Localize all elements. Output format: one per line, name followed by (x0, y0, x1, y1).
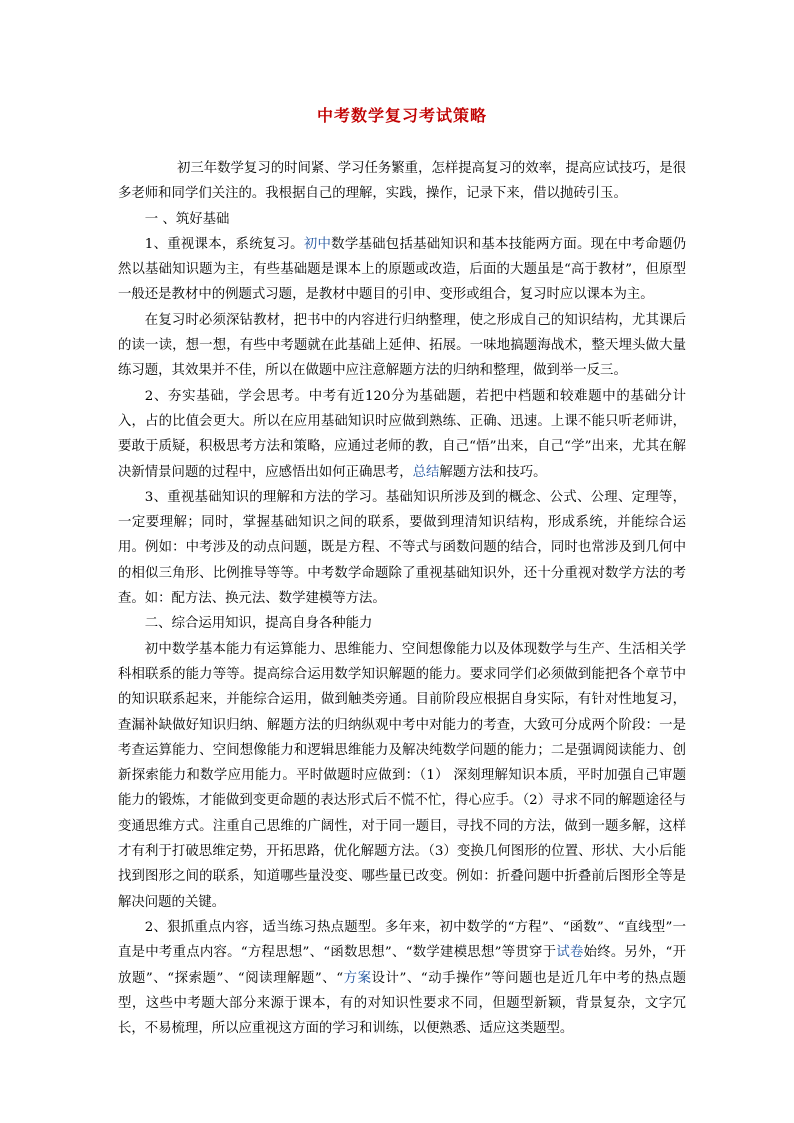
paragraph-text: 初三年数学复习的时间紧、学习任务繁重，怎样提高复习的效率，提高应试技巧，是很多老师和同学们关注的。我根据自己的理解，实践，操作，记录下来，借以抛砖引玉。 (118, 161, 686, 202)
paragraph (118, 637, 686, 915)
paragraph-text: 3、重视基础知识的理解和方法的学习。基础知识所涉及到的概念、公式、公理、定理等，一定要理解；同时，掌握基础知识之间的联系，要做到理清知识结构，形成系统，并能综合运用。例如：中考涉及的动点问题，既是方程、不等式与函数问题的结合，同时也常涉及到几何中的相似三角形、比例推导等等。中考数学命题除了重视基础知识外，还十分重视对数学方法的考查。如：配方法、换元法、数学建模等方法。 (118, 489, 686, 607)
paragraph-text: 设计”、“动手操作”等问题也是近几年中考的热点题型，这些中考题大部分来源于课本，有的对知识性要求不同，但题型新颖，背景复杂，文字冗长，不易梳理，所以应重视这方面的学习和训练，以便熟悉、适应这类题型。 (118, 970, 687, 1037)
paragraph (118, 384, 686, 485)
paragraph (118, 232, 686, 308)
paragraph-text: 2、夯实基础，学会思考。中考有近120分为基础题，若把中档题和较难题中的基础分计入，占的比值会更大。所以在应用基础知识时应做到熟练、正确、迅速。上课不能只听老师讲，要敢于质疑，积极思考方法和策略，应通过老师的教，自己“悟”出来，自己“学”出来，尤其在解决新情景问题的过程中，应感悟出如何正确思考， (118, 388, 686, 480)
paragraph-text: 1、重视课本，系统复习。 (144, 236, 304, 252)
inline-link[interactable]: 初中 (303, 236, 332, 252)
paragraph-text: 初中数学基本能力有运算能力、思维能力、空间想像能力以及体现数学与生产、生活相关学科相联系的能力等等。提高综合运用数学知识解题的能力。要求同学们必须做到能把各个章节中的知识联系起来，并能综合运用，做到触类旁通。目前阶段应根据自身实际，有针对性地复习，查漏补缺做好知识归纳、解题方法的归纳纵观中考中对能力的考查，大致可分成两个阶段：一是考查运算能力、空间想像能力和逻辑思维能力及解决纯数学问题的能力；二是强调阅读能力、创新探索能力和数学应用能力。平时做题时应做到：（1） 深刻理解知识本质，平时加强自己审题能力的锻炼，才能做到变更命题的表达形式后不慌不忙，得心应手。（2）寻求不同的解题途径与变通思维方式。注重自己思维的广阔性，对于同一题目，寻找不同的方法，做到一题多解，这样才有利于打破思维定势，开拓思路，优化解题方法。（3）变换几何图形的位置、形状、大小后能找到图形之间的联系，知道哪些量没变、哪些量已改变。例如：折叠问题中折叠前后图形全等是解决问题的关键。 (118, 641, 686, 910)
paragraph (118, 485, 686, 611)
paragraph-text: 在复习时必须深钻教材，把书中的内容进行归纳整理，使之形成自己的知识结构，尤其课后的读一读，想一想，有些中考题就在此基础上延伸、拓展。一味地搞题海战术，整天埋头做大量练习题，其效果并不佳，所以在做题中应注意解题方法的归纳和整理，做到举一反三。 (118, 312, 686, 379)
document-title: 中考数学复习考试策略 (316, 106, 487, 125)
paragraph (118, 156, 686, 207)
paragraph-text: 始终。另外，“开放题”、“探索题”、“阅读理解题”、“ (118, 945, 686, 986)
inline-link[interactable]: 总结 (412, 464, 440, 480)
paragraph (118, 308, 686, 384)
inline-link[interactable]: 方案 (343, 970, 372, 986)
inline-link[interactable]: 试卷 (556, 945, 584, 961)
document-page (118, 104, 686, 1041)
paragraph (118, 207, 686, 232)
document-body (118, 156, 686, 1041)
paragraph (118, 611, 686, 636)
paragraph-text: 二、综合运用知识，提高自身各种能力 (144, 616, 373, 632)
paragraph-text: 2、狠抓重点内容，适当练习热点题型。多年来，初中数学的“方程”、“函数”、“直线型”一直是中考重点内容。“方程思想”、“函数思想”、“数学建模思想”等贯穿于 (118, 919, 686, 961)
paragraph-text: 一 、筑好基础 (144, 211, 230, 227)
paragraph-text: 解题方法和技巧。 (439, 464, 547, 480)
paragraph (118, 915, 686, 1041)
paragraph-text: 数学基础包括基础知识和基本技能两方面。现在中考命题仍然以基础知识题为主，有些基础题是课本上的原题或改造，后面的大题虽是“高于教材”，但原型一般还是教材中的例题式习题，是教材中题目的引申、变形或组合，复习时应以课本为主。 (118, 236, 687, 303)
